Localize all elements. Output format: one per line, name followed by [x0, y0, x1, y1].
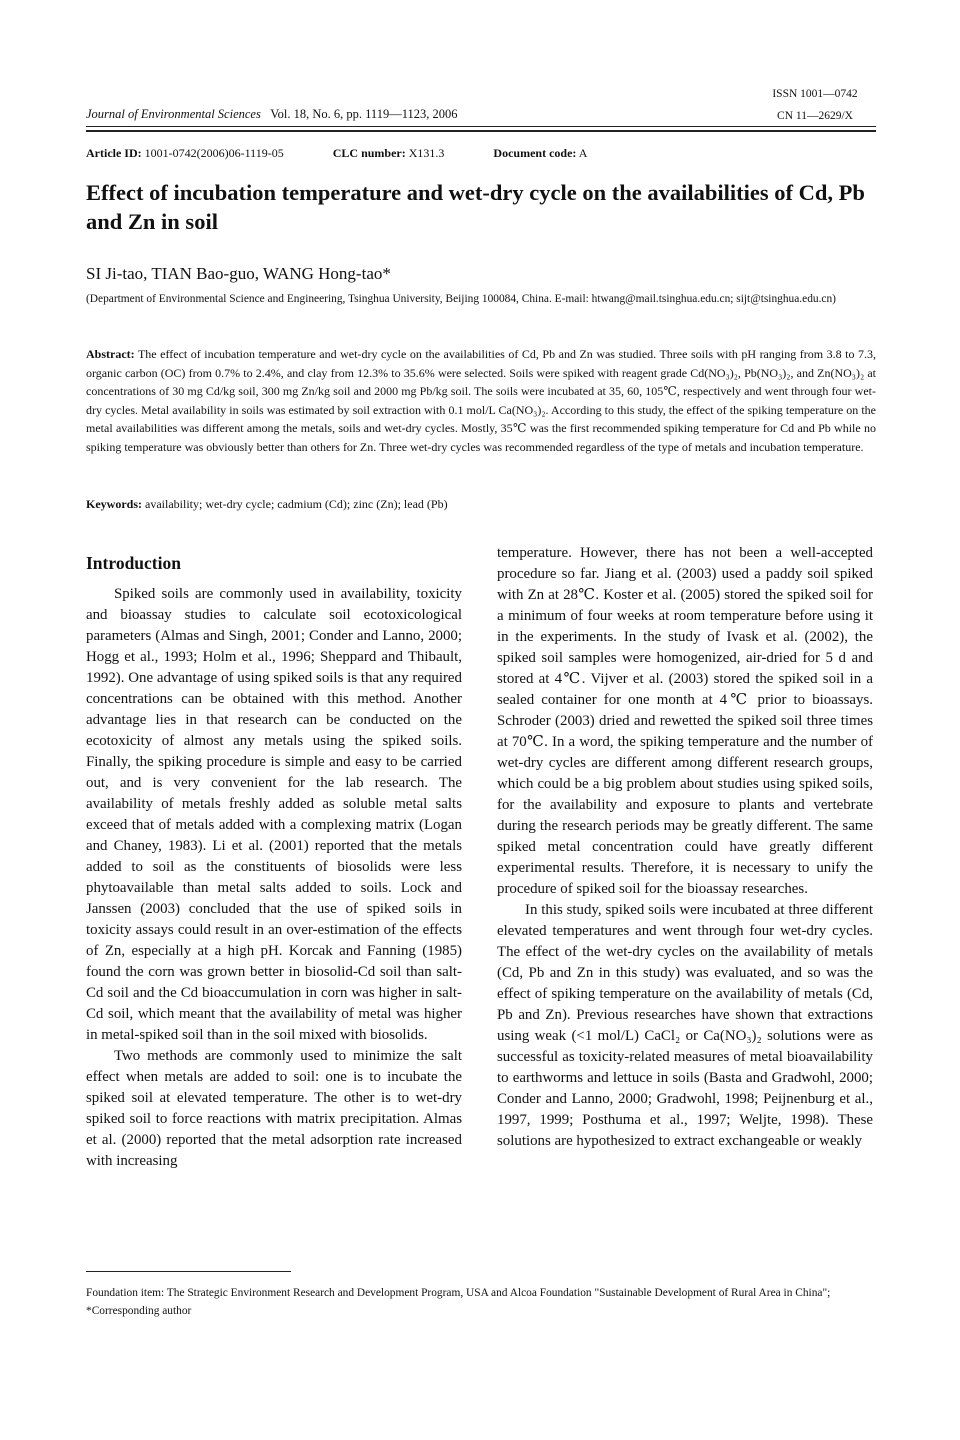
journal-name: Journal of Environmental Sciences: [86, 107, 261, 121]
author-list: SI Ji-tao, TIAN Bao-guo, WANG Hong-tao*: [86, 264, 391, 283]
footnote-rule: [86, 1271, 291, 1272]
abstract: [86, 345, 876, 457]
body-column-left: [86, 548, 462, 1172]
body-paragraph: temperature. However, there has not been a well-accepted procedure so far. Jiang et al. (2003) used a paddy soil spiked with Zn at 28℃. Koster et al. (2005) stored the spiked soil for a minimum of four weeks at room temperature before using it in the experiments. In the study of Ivask et al. (2002), the spiked soil samples were homogenized, air-dried for 5 d and stored at 4℃. Vijver et al. (2003) stored the spiked soil in a sealed container for one month at 4℃ prior to bioassays. Schroder (2003) dried and rewetted the spiked soil three times at 70℃. In a word, the spiking temperature and the number of wet-dry cycles are different among different research groups, which could be a big problem about studies using spiked soils, for the availability and exposure to plants and vertebrate during the research periods may be greatly different. The same spiked metal concentration could have greatly different experimental results. Therefore, it is necessary to unify the procedure of spiked soil for the bioassay researches.: [497, 545, 873, 897]
article-id: Article ID: 1001-0742(2006)06-1119-05: [86, 146, 284, 160]
keywords: [86, 497, 876, 512]
cn-number: CN 11—2629/X: [777, 110, 853, 122]
paper-title: Effect of incubation temperature and wet-dry cycle on the availabilities of Cd, Pb and Zn in soil: [86, 180, 865, 234]
author-affiliation: (Department of Environmental Science and Engineering, Tsinghua University, Beijing 100084, China. E-mail: htwang@mail.tsinghua.edu.cn; sijt@tsinghua.edu.cn): [86, 293, 836, 305]
document-code: Document code: A: [493, 146, 588, 160]
keywords-label: Keywords:: [86, 497, 142, 511]
body-paragraph: Spiked soils are commonly used in availability, toxicity and bioassay studies to calculate soil ecotoxicological parameters (Almas and Singh, 2001; Conder and Lanno, 2000; Hogg et al., 1993; Holm et al., 1996; Sheppard and Thibault, 1992). One advantage of using spiked soils is that any required concentrations can be obtained with this method. Another advantage lies in that research can be conducted on the ecotoxicity of almost any metals using the spiked soils. Finally, the spiking procedure is simple and easy to be carried out, and is very convenient for the lab research. The availability of metals freshly added as soluble metal salts exceed that of metals added with a complexing matrix (Logan and Chaney, 1983). Li et al. (2001) reported that the metals added to soil as the constituents of biosolids were less phytoavailable than metal salts added to soils. Lock and Janssen (2003) concluded that the use of spiked soils in toxicity assays could result in an over-estimation of the effects of Zn, especially at a high pH. Korcak and Fanning (1985) found the corn was grown better in biosolid-Cd soil than salt-Cd soil and the Cd bioaccumulation in corn was higher in salt-Cd soil, which meant that the availability of metal was higher in metal-spiked soil than in the soil mixed with biosolids.: [86, 586, 462, 1043]
header-rule-thin: [86, 126, 876, 127]
body-paragraph: Two methods are commonly used to minimize the salt effect when metals are added to soil: one is to incubate the spiked soil at elevated temperature. The other is to wet-dry spiked soil to force reactions with matrix precipitation. Almas et al. (2000) reported that the metal adsorption rate increased with increasing: [86, 1048, 462, 1169]
journal-citation: [86, 107, 458, 122]
footnote: Foundation item: The Strategic Environment Research and Development Program, USA and Alcoa Foundation "Sustainable Development of Rural Area in China"; *Corresponding author: [86, 1287, 831, 1317]
abstract-text: The effect of incubation temperature and wet-dry cycle on the availabilities of Cd, Pb and Zn was studied. Three soils with pH ranging from 3.8 to 7.3, organic carbon (OC) from 0.7% to 2.4%, and clay from 12.3% to 35.6% were selected. Soils were spiked with reagent grade Cd(NO₃)₂, Pb(NO₃)₂, and Zn(NO₃)₂ at concentrations of 30 mg Cd/kg soil, 300 mg Zn/kg soil and 2000 mg Pb/kg soil. The soils were incubated at 35, 60, 105℃, respectively and went through four wet-dry cycles. Metal availability in soils was estimated by soil extraction with 0.1 mol/L Ca(NO₃)₂. According to this study, the effect of the spiking temperature on the metal availabilities was different among the metals, soils and wet-dry cycles. Mostly, 35℃ was the first recommended spiking temperature for Cd and Pb while no spiking temperature was obviously better than others for Zn. Three wet-dry cycles was recommended regardless of the type of metals and incubation temperature.: [86, 347, 876, 454]
journal-volume-pages: Vol. 18, No. 6, pp. 1119—1123, 2006: [270, 107, 458, 121]
issn-block: [760, 87, 870, 123]
body-column-right: [497, 543, 873, 1152]
body-paragraph: In this study, spiked soils were incubated at three different elevated temperatures and went through four wet-dry cycles. The effect of the wet-dry cycles on the availability of metals (Cd, Pb and Zn in this study) was evaluated, and so was the effect of spiking temperature on the availability of metals (Cd, Pb and Zn). Previous researches have shown that extractions using weak (<1 mol/L) CaCl₂ or Ca(NO₃)₂ solutions were as successful as toxicity-related measures of metal bioavailability to earthworms and lettuce in soils (Basta and Gradwohl, 2000; Conder and Lanno, 2000; Gradwohl, 1998; Peijnenburg et al., 1997, 1999; Posthuma et al., 1997; Weljte, 1998). These solutions are hypothesized to extract exchangeable or weakly: [497, 902, 873, 1149]
article-meta: [86, 146, 633, 161]
issn-number: ISSN 1001—0742: [772, 88, 858, 100]
clc-number: CLC number: X131.3: [332, 146, 445, 160]
header-rule-thick: [86, 130, 876, 132]
section-heading-introduction: Introduction: [86, 553, 181, 573]
abstract-label: Abstract:: [86, 347, 135, 361]
keywords-text: availability; wet-dry cycle; cadmium (Cd); zinc (Zn); lead (Pb): [145, 497, 448, 511]
